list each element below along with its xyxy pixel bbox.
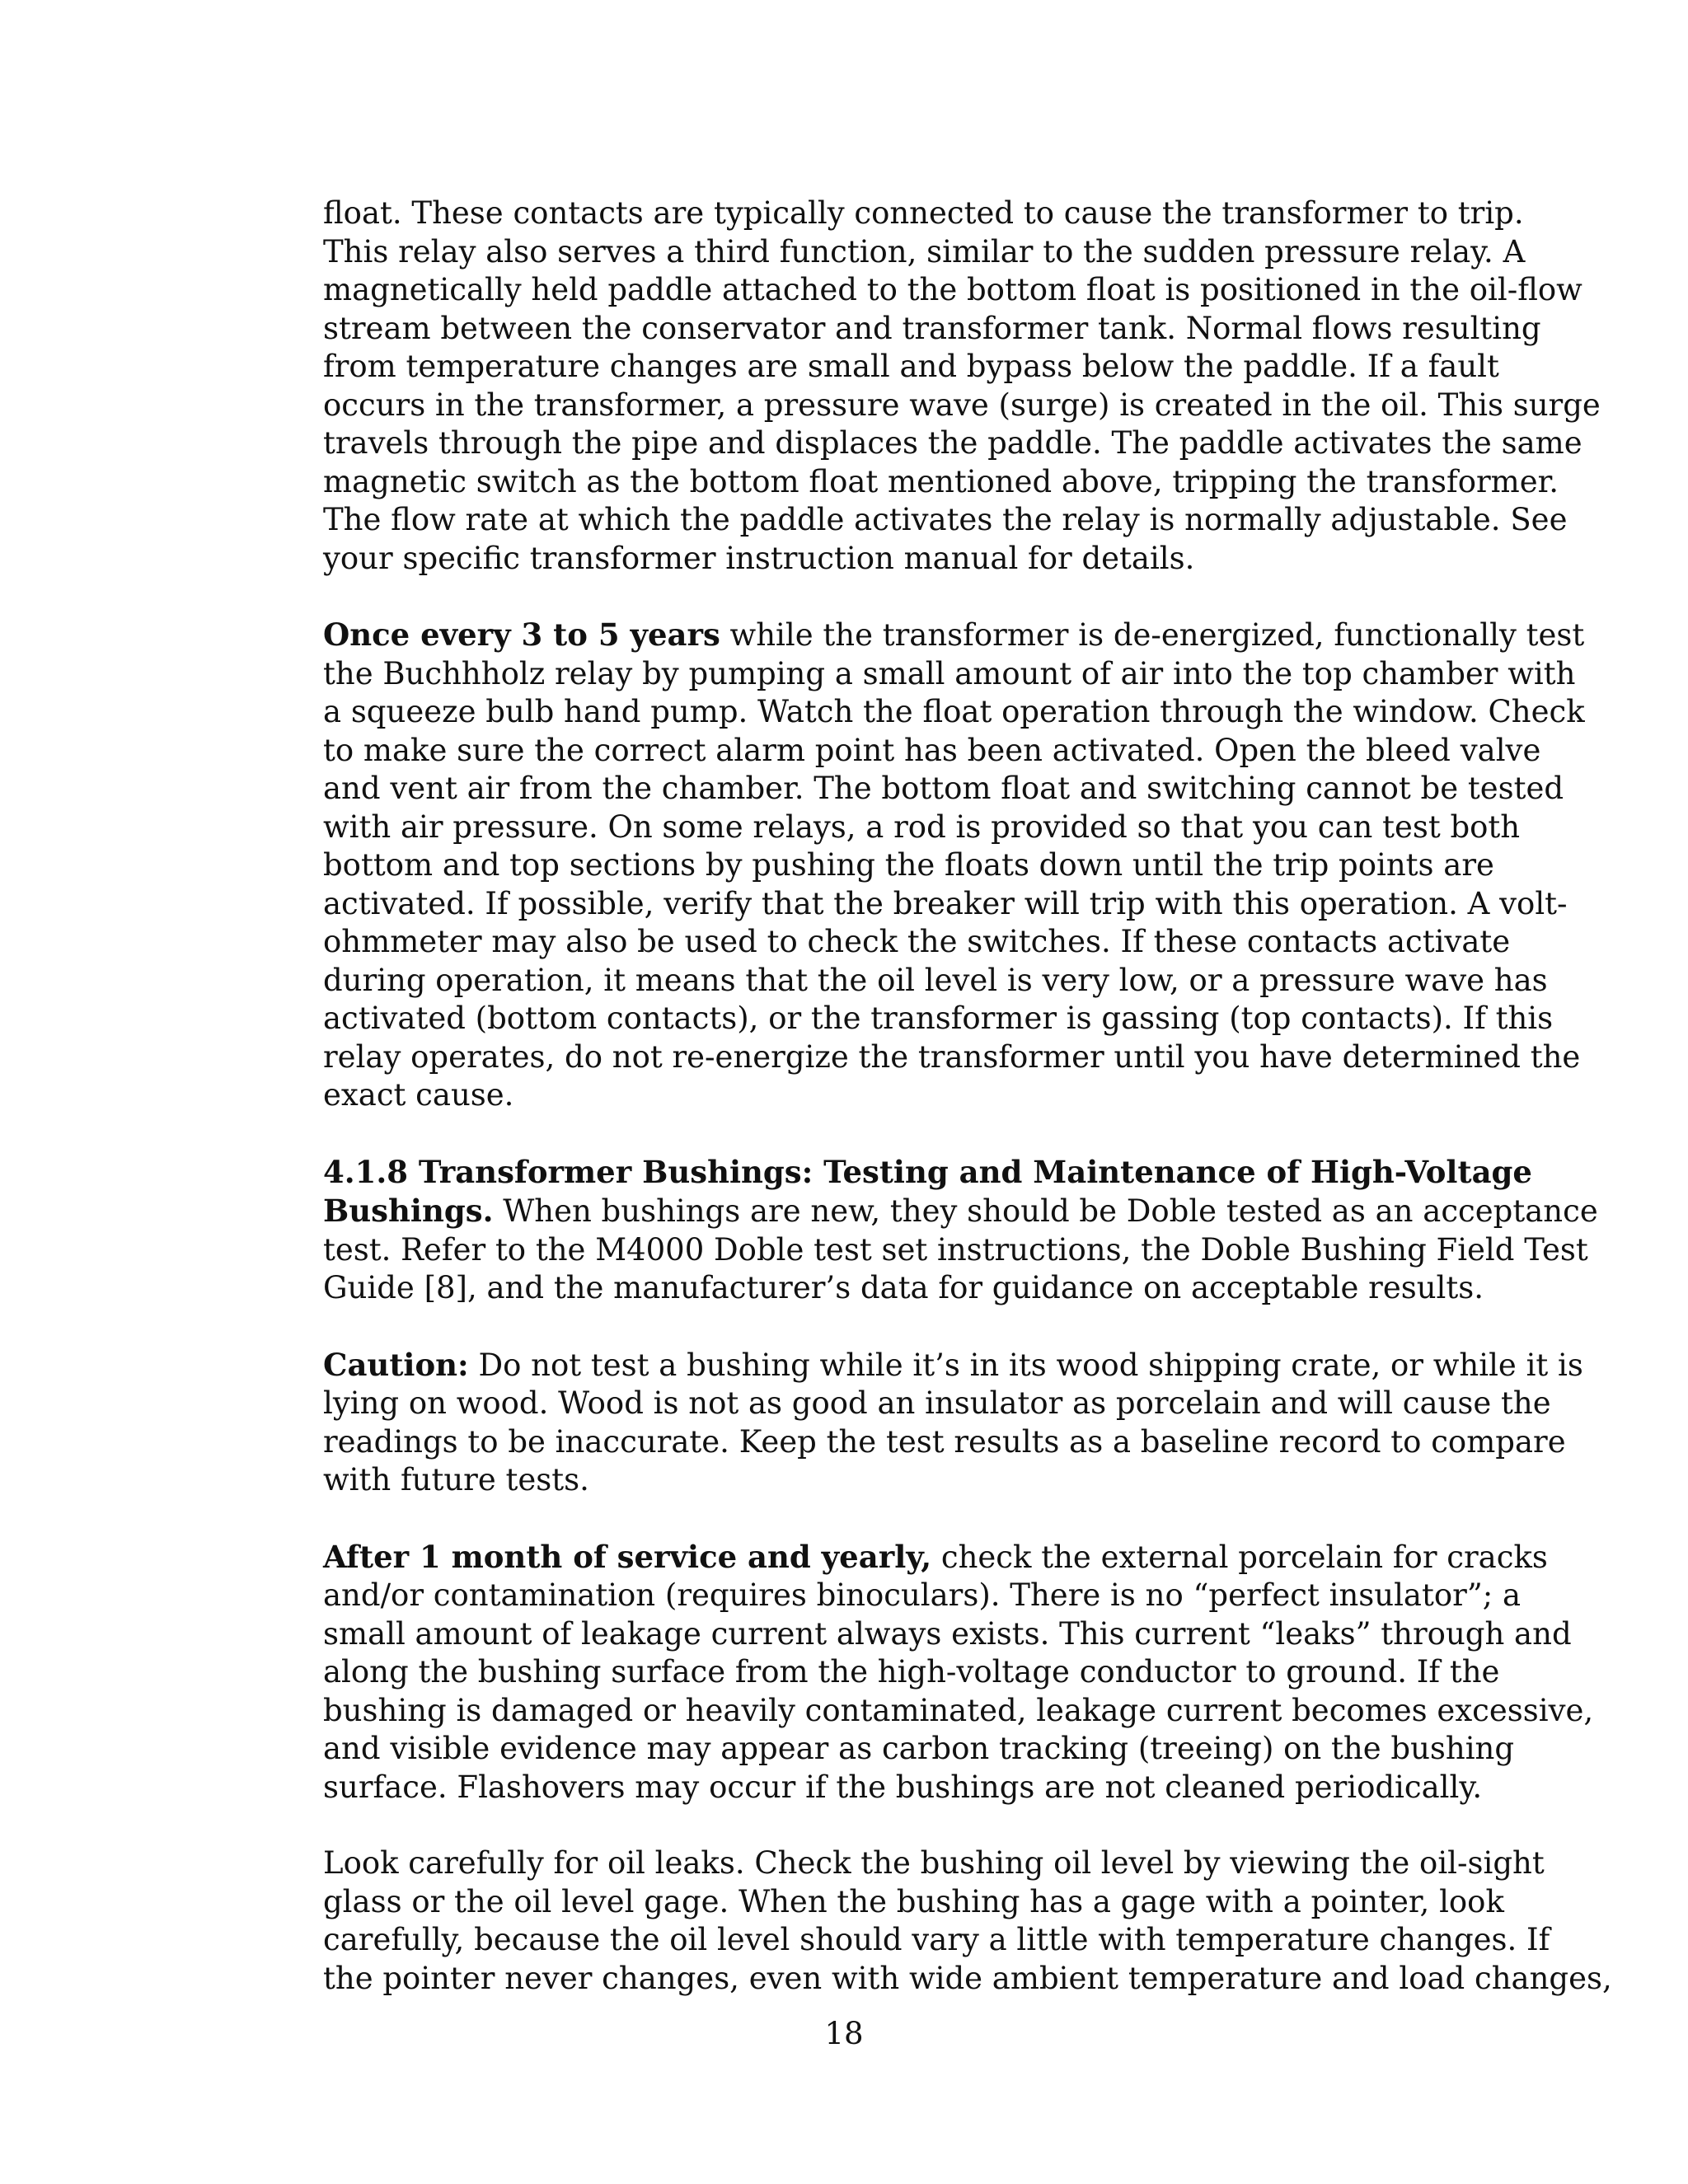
- text-line: [323, 501, 1568, 540]
- line-text: check the external porcelain for cracks: [931, 1539, 1548, 1575]
- line-text: Do not test a bushing while it’s in its wood shipping crate, or while it is: [468, 1347, 1583, 1383]
- text-line: [323, 1960, 1612, 1999]
- text-line: [323, 540, 1493, 579]
- line-text: your specific transformer instruction manual for details.: [323, 540, 1195, 576]
- text-line: [323, 1269, 1493, 1308]
- text-line: [323, 1192, 1598, 1231]
- line-text: When bushings are new, they should be Doble tested as an acceptance: [493, 1193, 1598, 1229]
- paragraph: [323, 194, 1601, 578]
- text-line: [323, 885, 1568, 924]
- line-text: lying on wood. Wood is not as good an insulator as porcelain and will cause the: [323, 1385, 1551, 1421]
- line-text: and/or contamination (requires binoculars). There is no “perfect insulator”; a: [323, 1577, 1522, 1613]
- text-line: [323, 1730, 1515, 1769]
- line-text: activated (bottom contacts), or the transformer is gassing (top contacts). If this: [323, 1001, 1554, 1036]
- text-line: [323, 1615, 1572, 1654]
- text-line: [323, 1921, 1550, 1960]
- text-line: [323, 387, 1601, 425]
- line-text: relay operates, do not re-energize the transformer until you have determined the: [323, 1038, 1581, 1075]
- text-line: [323, 310, 1541, 349]
- line-text: occurs in the transformer, a pressure wave (surge) is created in the oil. This surge: [323, 387, 1601, 423]
- line-text: float. These contacts are typically connected to cause the transformer to trip.: [323, 195, 1524, 231]
- line-text: stream between the conservator and transformer tank. Normal flows resulting: [323, 310, 1541, 346]
- line-text: The flow rate at which the paddle activates the relay is normally adjustable. See: [323, 502, 1568, 537]
- line-text: Guide [8], and the manufacturer’s data for guidance on acceptable results.: [323, 1270, 1484, 1305]
- text-line: [323, 271, 1582, 310]
- line-text: glass or the oil level gage. When the bushing has a gage with a pointer, look: [323, 1883, 1504, 1919]
- text-line: [323, 808, 1521, 847]
- text-line: [323, 846, 1493, 885]
- line-text: bushing is damaged or heavily contaminated, leakage current becomes excessive,: [323, 1692, 1594, 1728]
- line-text: activated. If possible, verify that the breaker will trip with this operation. A volt-: [323, 885, 1568, 921]
- line-text: travels through the pipe and displaces the paddle. The paddle activates the same: [323, 425, 1582, 461]
- text-line: [323, 1692, 1594, 1731]
- text-line: [323, 1769, 1493, 1807]
- line-text: and visible evidence may appear as carbon tracking (treeing) on the bushing: [323, 1731, 1515, 1766]
- line-text: small amount of leakage current always exists. This current “leaks” through and: [323, 1615, 1572, 1652]
- text-line: [323, 1844, 1545, 1883]
- text-line: [323, 693, 1585, 732]
- line-text: during operation, it means that the oil level is very low, or a pressure wave has: [323, 962, 1548, 998]
- bold-lead-in: Bushings.: [323, 1193, 494, 1229]
- line-text: from temperature changes are small and bypass below the paddle. If a fault: [323, 349, 1499, 384]
- line-text: a squeeze bulb hand pump. Watch the float operation through the window. Check: [323, 694, 1585, 729]
- text-line: [323, 1231, 1588, 1270]
- page-number: 18: [824, 2016, 864, 2051]
- page-body: [323, 194, 1612, 2036]
- paragraph: [323, 1844, 1612, 1998]
- bold-lead-in: 4.1.8 Transformer Bushings: Testing and Maintenance of High-Voltage: [323, 1153, 1532, 1190]
- line-text: while the transformer is de-energized, functionally test: [720, 617, 1585, 653]
- text-line: [323, 616, 1585, 655]
- line-text: with air pressure. On some relays, a rod is provided so that you can test both: [323, 808, 1521, 845]
- text-line: [323, 463, 1559, 502]
- bold-lead-in: Caution:: [323, 1346, 469, 1383]
- line-text: ohmmeter may also be used to check the switches. If these contacts activate: [323, 924, 1511, 959]
- text-line: [323, 348, 1499, 387]
- text-line: [323, 923, 1511, 962]
- text-line: [323, 233, 1526, 272]
- line-text: This relay also serves a third function, similar to the sudden pressure relay. A: [323, 233, 1526, 269]
- line-text: bottom and top sections by pushing the floats down until the trip points are: [323, 847, 1494, 883]
- text-line: [323, 1423, 1566, 1462]
- text-line: [323, 1461, 1493, 1500]
- text-line: [323, 1346, 1583, 1385]
- line-text: along the bushing surface from the high-voltage conductor to ground. If the: [323, 1654, 1500, 1690]
- text-line: [323, 770, 1564, 808]
- text-line: [323, 424, 1582, 463]
- text-line: [323, 1153, 1532, 1193]
- line-text: carefully, because the oil level should vary a little with temperature changes. If: [323, 1922, 1550, 1957]
- line-text: magnetically held paddle attached to the bottom float is positioned in the oil-flow: [323, 272, 1582, 307]
- paragraph: [323, 1346, 1583, 1500]
- text-line: [323, 1653, 1500, 1692]
- line-text: the Buchhholz relay by pumping a small amount of air into the top chamber with: [323, 655, 1576, 691]
- text-line: [323, 655, 1576, 694]
- text-line: [323, 1038, 1581, 1077]
- line-text: exact cause.: [323, 1077, 514, 1113]
- bold-lead-in: Once every 3 to 5 years: [323, 616, 720, 653]
- text-line: [323, 1000, 1554, 1038]
- bold-lead-in: After 1 month of service and yearly,: [323, 1538, 932, 1575]
- text-line: [323, 1883, 1504, 1922]
- line-text: Look carefully for oil leaks. Check the bushing oil level by viewing the oil-sight: [323, 1845, 1545, 1881]
- paragraph: [323, 1538, 1594, 1807]
- line-text: magnetic switch as the bottom float mentioned above, tripping the transformer.: [323, 463, 1559, 499]
- line-text: surface. Flashovers may occur if the bushings are not cleaned periodically.: [323, 1769, 1483, 1805]
- line-text: to make sure the correct alarm point has been activated. Open the bleed valve: [323, 732, 1541, 768]
- text-line: [323, 962, 1548, 1001]
- line-text: the pointer never changes, even with wide ambient temperature and load changes,: [323, 1960, 1612, 1996]
- line-text: and vent air from the chamber. The bottom float and switching cannot be tested: [323, 771, 1564, 806]
- paragraph: [323, 1153, 1598, 1308]
- text-line: [323, 1577, 1522, 1615]
- text-line: [323, 1076, 1493, 1115]
- line-text: test. Refer to the M4000 Doble test set instructions, the Doble Bushing Field Test: [323, 1231, 1588, 1268]
- text-line: [323, 1385, 1551, 1423]
- line-text: with future tests.: [323, 1462, 589, 1497]
- paragraph: [323, 616, 1585, 1115]
- line-text: readings to be inaccurate. Keep the test results as a baseline record to compare: [323, 1423, 1566, 1460]
- text-line: [323, 194, 1524, 233]
- text-line: [323, 1538, 1548, 1577]
- text-line: [323, 732, 1541, 771]
